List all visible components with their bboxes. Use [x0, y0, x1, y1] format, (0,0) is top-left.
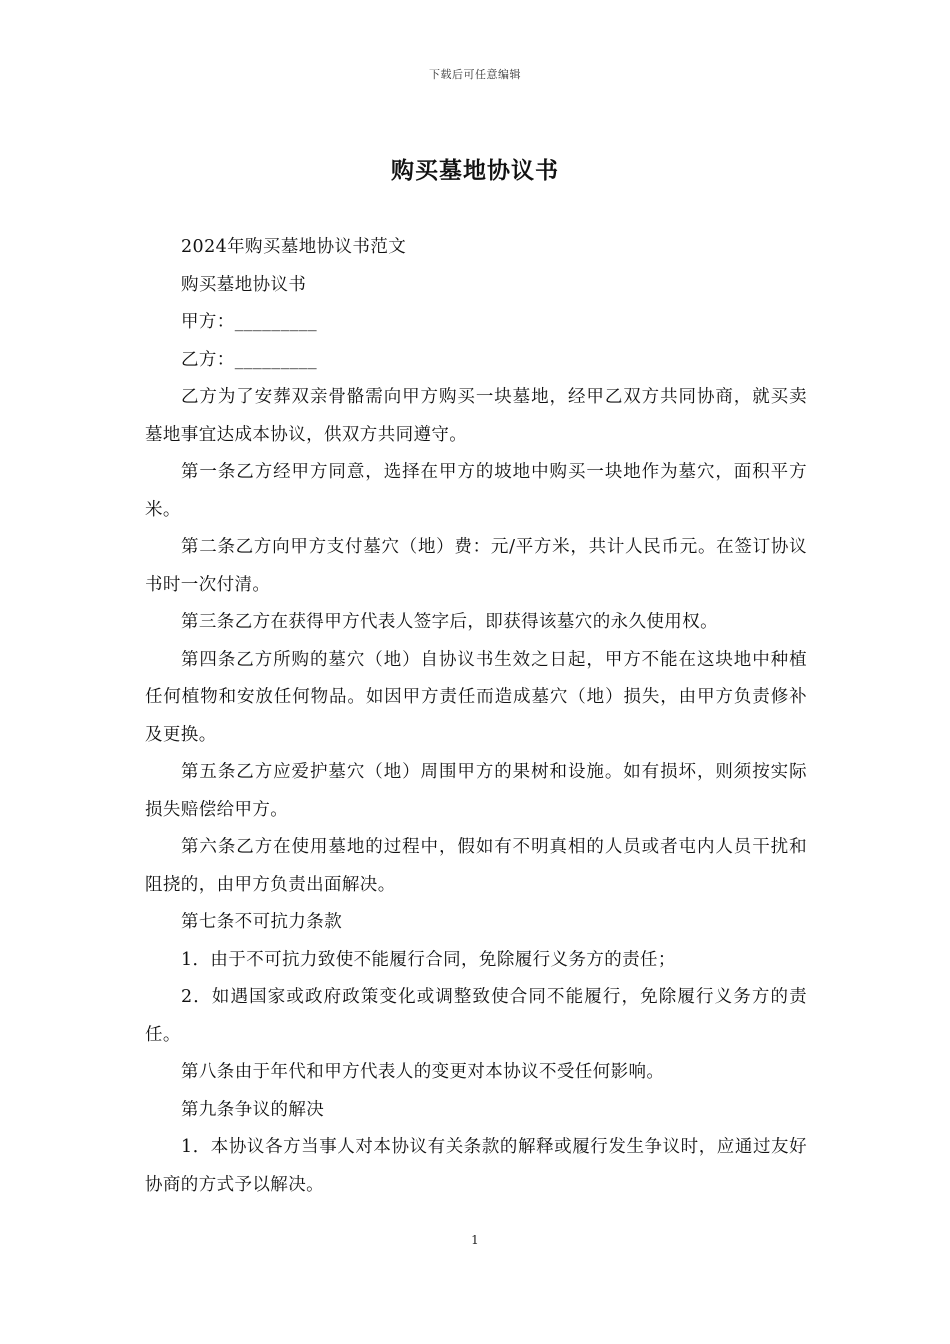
- article-9-heading: 第九条争议的解决: [181, 1099, 325, 1120]
- party-a-line: 甲方：_________: [181, 312, 318, 332]
- article-7-item-1: 1．由于不可抗力致使不能履行合同，免除履行义务方的责任；: [181, 949, 676, 970]
- paragraph-preamble: 乙方为了安葬双亲骨骼需向甲方购买一块墓地，经甲乙双方共同协商，就买卖墓地事宜达成本协议，供双方共同遵守。: [145, 387, 807, 445]
- document-title: 购买墓地协议书: [391, 157, 559, 184]
- article-2: 第二条乙方向甲方支付墓穴（地）费：元/平方米，共计人民币元。在签订协议书时一次付清。: [145, 537, 807, 595]
- article-4: 第四条乙方所购的墓穴（地）自协议书生效之日起，甲方不能在这块地中种植任何植物和安放任何物品。如因甲方责任而造成墓穴（地）损失，由甲方负责修补及更换。: [145, 649, 807, 745]
- article-7-item-2: 2．如遇国家或政府政策变化或调整致使合同不能履行，免除履行义务方的责任。: [145, 987, 807, 1045]
- paragraph-heading: 购买墓地协议书: [181, 274, 307, 295]
- document-body: [145, 229, 807, 1204]
- header-note: 下载后可任意编辑: [429, 68, 521, 81]
- article-3: 第三条乙方在获得甲方代表人签字后，即获得该墓穴的永久使用权。: [181, 612, 718, 632]
- article-5: 第五条乙方应爱护墓穴（地）周围甲方的果树和设施。如有损坏，则须按实际损失赔偿给甲方。: [145, 762, 807, 820]
- article-7-heading: 第七条不可抗力条款: [181, 912, 343, 932]
- party-b-line: 乙方：_________: [181, 349, 318, 370]
- article-9-item-1: 1．本协议各方当事人对本协议有关条款的解释或履行发生争议时，应通过友好协商的方式予以解决。: [145, 1137, 807, 1195]
- article-6: 第六条乙方在使用墓地的过程中，假如有不明真相的人员或者屯内人员干扰和阻挠的，由甲方负责出面解决。: [145, 837, 807, 895]
- paragraph-subtitle: 2024年购买墓地协议书范文: [181, 237, 407, 257]
- article-1: 第一条乙方经甲方同意，选择在甲方的坡地中购买一块地作为墓穴，面积平方米。: [145, 462, 807, 520]
- article-8: 第八条由于年代和甲方代表人的变更对本协议不受任何影响。: [181, 1062, 665, 1082]
- page-number: 1: [471, 1233, 479, 1247]
